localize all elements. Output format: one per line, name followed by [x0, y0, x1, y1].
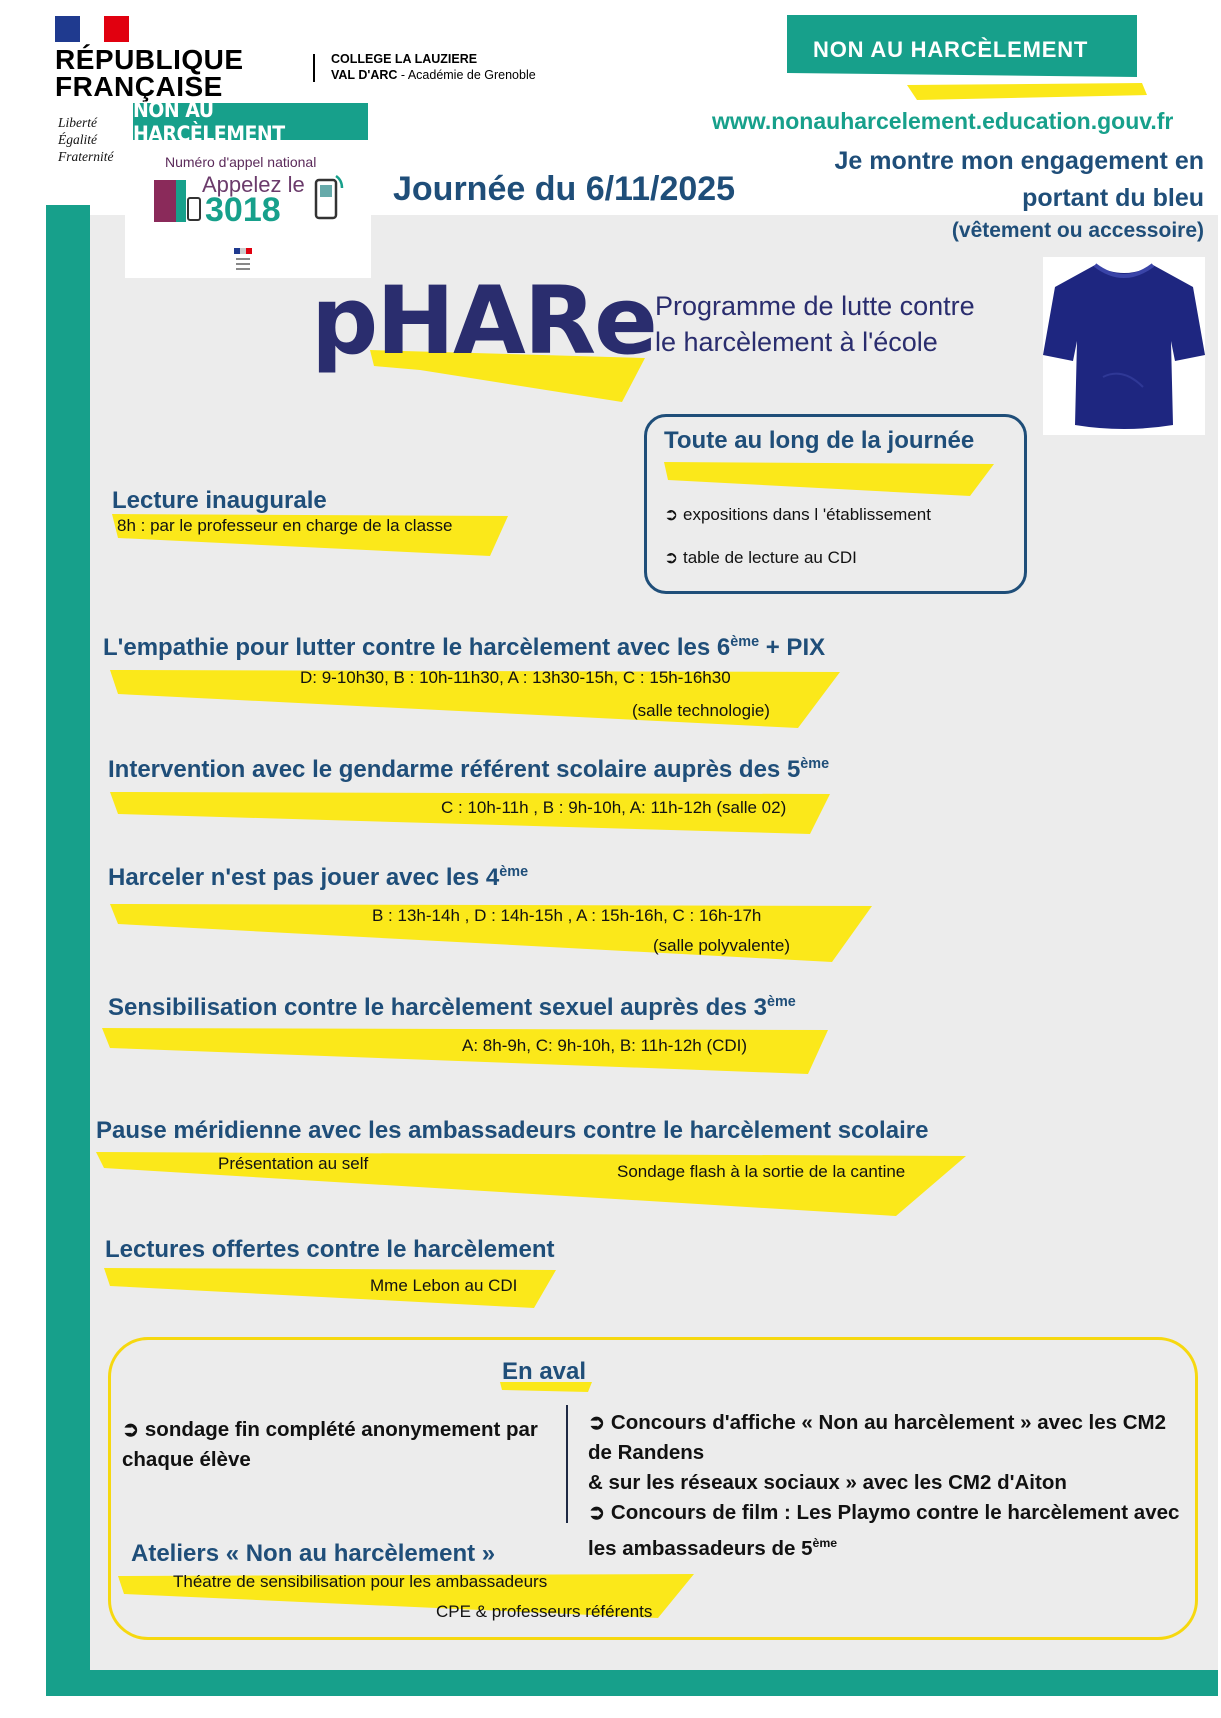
republic-title: RÉPUBLIQUE FRANÇAISE [55, 44, 244, 102]
engagement-text: Je montre mon engagement en portant du bleu [834, 147, 1204, 212]
lectures-detail: Mme Lebon au CDI [370, 1276, 518, 1295]
call-number: 3018 [205, 191, 281, 229]
tshirt-icon [1043, 257, 1205, 435]
ateliers-line1: Théatre de sensibilisation pour les ambassadeurs [173, 1572, 548, 1591]
arrow-right-icon: ➲ [122, 1418, 140, 1441]
arrow-right-icon: ➲ [588, 1501, 606, 1524]
anti-harassment-badge-small: NON AU HARCÈLEMENT [133, 103, 368, 140]
all-day-highlight [664, 460, 994, 498]
call-label: Appelez le [202, 172, 305, 197]
phone-handset-icon [150, 176, 206, 226]
all-day-item: ➲ table de lecture au CDI [664, 548, 857, 567]
pause-detail-right: Sondage flash à la sortie de la cantine [617, 1162, 906, 1181]
website-link[interactable]: www.nonauharcelement.education.gouv.fr [712, 108, 1174, 134]
engagement-subtext: (vêtement ou accessoire) [951, 219, 1204, 242]
all-day-item: ➲ expositions dans l 'établissement [664, 505, 931, 524]
pause-detail-left: Présentation au self [218, 1154, 369, 1173]
empathie-title: L'empathie pour lutter contre le harcèlement avec les 6ème + PIX [103, 634, 826, 661]
french-flag-icon [55, 16, 129, 42]
gendarme-schedule: C : 10h-11h , B : 9h-10h, A: 11h-12h (salle 02) [441, 798, 787, 817]
phare-logo: pHARe [311, 267, 656, 376]
sensibilisation-title: Sensibilisation contre le harcèlement sexuel auprès des 3ème [108, 994, 796, 1021]
empathie-schedule: D: 9-10h30, B : 10h-11h30, A : 13h30-15h, C : 15h-16h30 [300, 668, 731, 687]
arrow-right-icon: ➲ [588, 1411, 606, 1434]
ateliers-title: Ateliers « Non au harcèlement » [131, 1540, 496, 1567]
harceler-title: Harceler n'est pas jouer avec les 4ème [108, 864, 529, 891]
gendarme-title: Intervention avec le gendarme référent scolaire auprès des 5ème [108, 756, 830, 783]
all-day-title: Toute au long de la journée [664, 427, 975, 454]
republic-motto: Liberté Égalité Fraternité [58, 115, 114, 164]
harceler-schedule: B : 13h-14h , D : 14h-15h , A : 15h-16h, C : 16h-17h [372, 906, 762, 925]
arrow-right-icon: ➲ [664, 505, 679, 524]
tshirt-image [1043, 257, 1205, 435]
anti-harassment-badge-top-label: NON AU HARCÈLEMENT [813, 37, 1089, 62]
header-separator [313, 54, 315, 82]
mobile-phone-icon [310, 168, 346, 224]
aval-title: En aval [502, 1358, 587, 1385]
school-name: COLLEGE LA LAUZIERE [331, 52, 478, 66]
lecture-title: Lecture inaugurale [112, 487, 327, 514]
pause-title: Pause méridienne avec les ambassadeurs contre le harcèlement scolaire [96, 1117, 929, 1144]
lectures-title: Lectures offertes contre le harcèlement [105, 1236, 555, 1263]
sensibilisation-schedule: A: 8h-9h, C: 9h-10h, B: 11h-12h (CDI) [462, 1036, 748, 1055]
aval-right-text: ➲ Concours d'affiche « Non au harcèlement » avec les CM2 de Randens & sur les réseaux sociaux » avec les CM2 d'Aiton ➲ Concours de film : Les Playmo contre le harcèlement avec les ambassadeurs de 5ème [588, 1411, 1180, 1560]
arrow-right-icon: ➲ [664, 548, 679, 567]
date-title: Journée du 6/11/2025 [393, 170, 736, 208]
aval-separator [566, 1405, 568, 1523]
phare-tagline: Programme de lutte contre le harcèlement à l'école [655, 291, 975, 357]
harceler-room: (salle polyvalente) [653, 936, 791, 955]
ateliers-line2: CPE & professeurs référents [436, 1602, 653, 1621]
aval-left-text: ➲ sondage fin complété anonymement par chaque élève [122, 1418, 538, 1471]
school-location: VAL D'ARC - Académie de Grenoble [331, 68, 536, 82]
lecture-detail: 8h : par le professeur en charge de la classe [117, 516, 453, 535]
ministry-logo-icon [232, 246, 254, 276]
national-number-label: Numéro d'appel national [165, 154, 317, 170]
empathie-room: (salle technologie) [632, 701, 770, 720]
